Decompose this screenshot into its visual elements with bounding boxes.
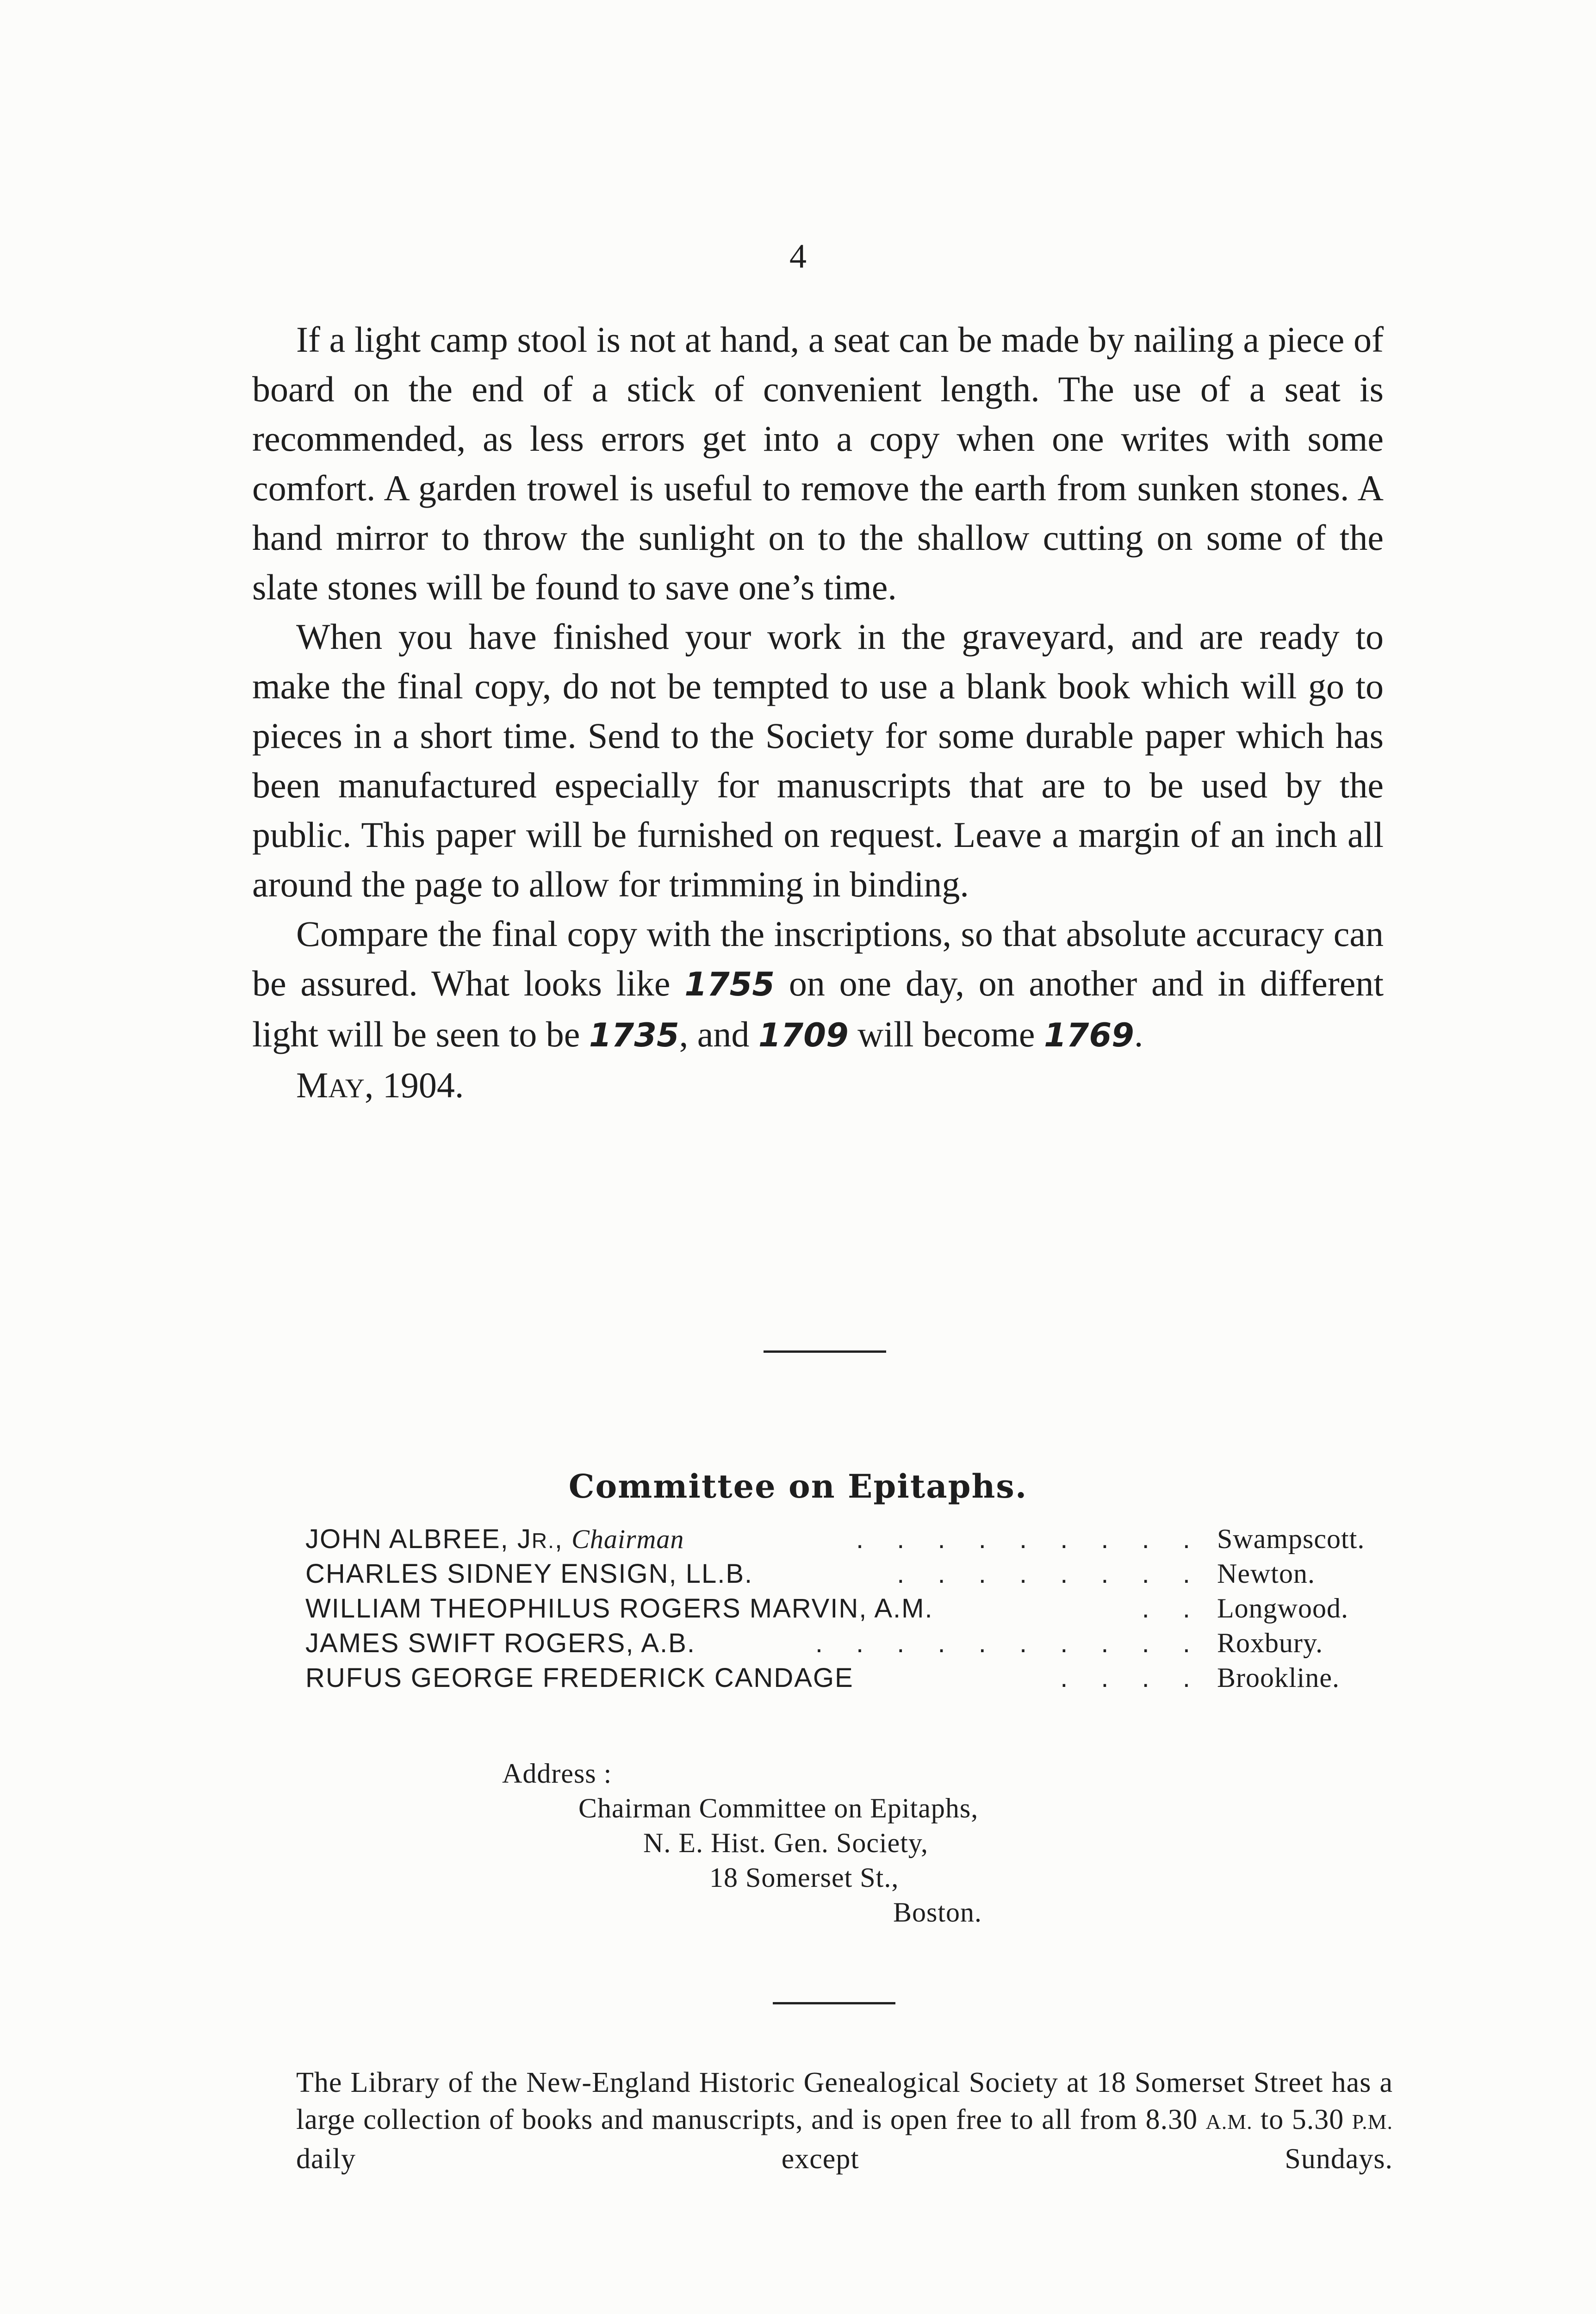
leader-dots: . . . . [1060, 1663, 1203, 1693]
member-city: Swampscott. [1217, 1524, 1365, 1554]
library-text-a: The Library of the New-England Historic Genealogical Society at 18 Somerset Street has a large collection of books and manuscripts, and is open free to all from 8.30 [296, 2067, 1393, 2135]
member-role: Chairman [571, 1524, 684, 1554]
figure-1735: 1735 [589, 1016, 679, 1054]
figure-1709: 1709 [758, 1016, 849, 1054]
paragraph-camp-stool: If a light camp stool is not at hand, a seat can be made by nailing a piece of board on the end of a stick of convenient length. The use of a seat is recommended, as less errors get into a copy when one writes with some comfort. A garden trowel is useful to remove the earth from sunken stones. A hand mirror to throw the sunlight on to the shallow cutting on some of the slate stones will be found to save one’s time. [252, 319, 1384, 607]
member-name: JAMES SWIFT ROGERS, A.B. [305, 1628, 696, 1658]
member-name [305, 1522, 684, 1556]
member-name: CHARLES SIDNEY ENSIGN, LL.B. [305, 1559, 753, 1589]
address-line-4: Boston. [893, 1897, 982, 1928]
leader-dots: . . . . . . . . [897, 1559, 1203, 1589]
figure-1755: 1755 [684, 965, 775, 1003]
committee-title: Committee on Epitaphs. [568, 1467, 1028, 1505]
paragraph-final-copy: When you have finished your work in the graveyard, and are ready to make the final copy, do not be tempted to use a blank book which will go to pieces in a short time. Send to the Society for some durable paper which has been manufactured especially for manuscripts that are to be used by the public. This paper will be furnished on request. Leave a margin of an inch all around the page to allow for trimming in binding. [252, 616, 1384, 904]
date-month-initial: M [296, 1065, 329, 1105]
member-name: WILLIAM THEOPHILUS ROGERS MARVIN, A.M. [305, 1593, 933, 1624]
library-text-b: to 5.30 [1261, 2104, 1344, 2135]
address-line-1: Chairman Committee on Epitaphs, [578, 1793, 979, 1823]
leader-dots: . . [1142, 1593, 1203, 1624]
address-label: Address : [502, 1758, 612, 1789]
figure-1769: 1769 [1044, 1016, 1134, 1054]
member-row [305, 1556, 1388, 1591]
compare-text-e: . [1134, 1014, 1143, 1054]
member-row [305, 1661, 1388, 1695]
compare-text-b: on one day, on another and in different light will be seen to be [252, 963, 1384, 1054]
compare-text-d: will become [857, 1014, 1035, 1054]
date-year: , 1904. [364, 1065, 464, 1105]
member-row [305, 1626, 1388, 1661]
member-name: RUFUS GEORGE FREDERICK CANDAGE [305, 1663, 854, 1693]
member-row [305, 1591, 1388, 1626]
divider-rule [764, 1350, 886, 1353]
library-notice [296, 2064, 1393, 2214]
member-city: Brookline. [1217, 1662, 1340, 1693]
member-city: Newton. [1217, 1558, 1315, 1589]
member-city: Roxbury. [1217, 1628, 1323, 1658]
member-row [305, 1522, 1388, 1556]
leader-dots: . . . . . . . . . . [815, 1628, 1203, 1658]
committee-member-list [305, 1522, 1388, 1695]
library-am: A.M. [1205, 2110, 1253, 2134]
date-month-rest: AY [328, 1073, 365, 1103]
member-name-suffix: , [554, 1524, 572, 1554]
main-text [252, 315, 1384, 1113]
library-pm: P.M. [1352, 2110, 1393, 2134]
library-text-c: daily except Sundays. [296, 2143, 1393, 2175]
leader-dots: . . . . . . . . . [856, 1524, 1203, 1554]
compare-text-c: , and [679, 1014, 750, 1054]
compare-text-a: Compare the final copy with the inscriptions, so that absolute accuracy can be assured. What looks like [252, 914, 1384, 1003]
address-line-3: 18 Somerset St., [709, 1862, 899, 1893]
paragraph-compare [252, 909, 1384, 1060]
mailing-address [502, 1756, 982, 1930]
date-line [252, 1060, 1384, 1113]
member-name-small: R. [531, 1529, 555, 1553]
member-name-main: JOHN ALBREE, J [305, 1524, 532, 1554]
divider-rule [773, 2002, 895, 2004]
member-city: Longwood. [1217, 1593, 1348, 1624]
page-number: 4 [789, 237, 807, 275]
address-line-2: N. E. Hist. Gen. Society, [643, 1828, 929, 1858]
